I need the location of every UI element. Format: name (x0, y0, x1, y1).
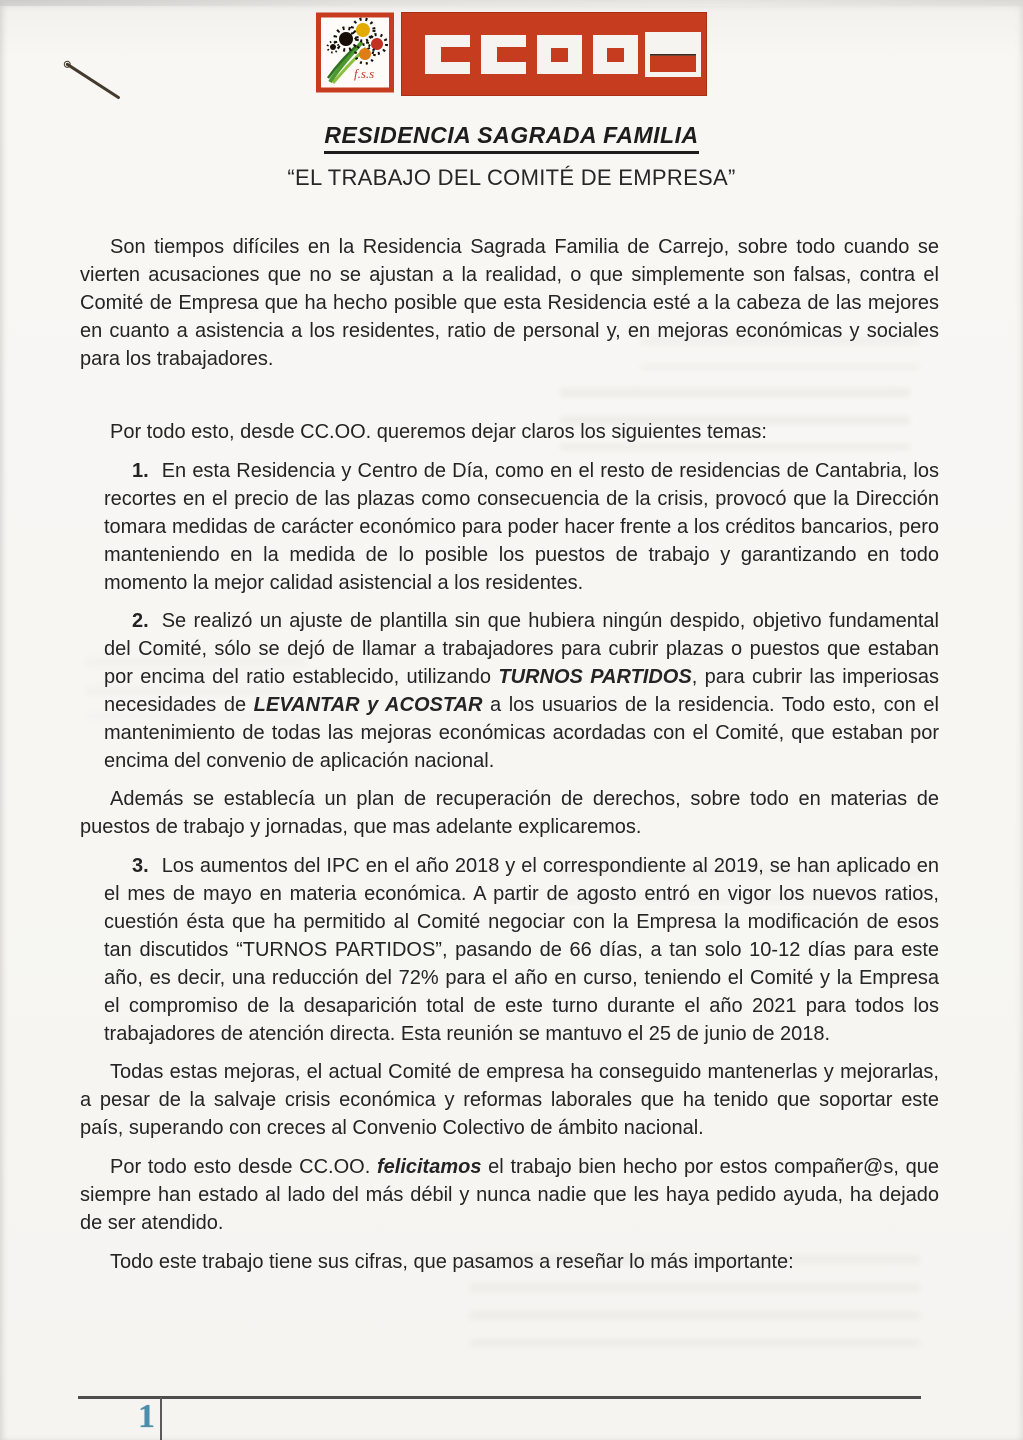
topics-lead-paragraph: Por todo esto, desde CC.OO. queremos dejar claros los siguientes temas: (110, 421, 767, 443)
congrats-text: Por todo esto desde CC.OO. (110, 1156, 377, 1178)
logo-header (0, 12, 1023, 96)
item-text: En esta Residencia y Centro de Día, como en el resto de residencias de Cantabria, los recortes en el precio de las plazas como consecuencia de la crisis, provocó que la Dirección tomara medidas de carácter económico para poder hacer frente a los créditos bancarios, pero manteniendo en la medida de lo posible los puestos de trabajo y garantizando en todo momento la mejor calidad asistencial a los residentes. (104, 460, 939, 594)
congrats-text: el trabajo bien hecho por estos compañer@s, que siempre han estado al lado del más débil y nunca nadie que les haya pedido ayuda, ha dejado de ser atendido. (80, 1156, 939, 1234)
item-text: , para cubrir las imperiosas necesidades de (104, 666, 940, 716)
list-item-2 (104, 607, 939, 775)
document-title: RESIDENCIA SAGRADA FAMILIA (0, 122, 1023, 154)
list-item-1 (104, 457, 939, 597)
document-body (80, 233, 939, 1287)
list-item-3 (104, 852, 939, 1048)
fss-flowers-icon (316, 12, 395, 94)
achievements-paragraph: Todas estas mejoras, el actual Comité de empresa ha conseguido mantenerlas y mejorarlas, a pesar de la salvaje crisis económica y reformas laborales que ha tenido que soportar este país, superando con creces al Convenio Colectivo de ámbito nacional. (80, 1061, 939, 1139)
document-subtitle: “EL TRABAJO DEL COMITÉ DE EMPRESA” (287, 165, 736, 190)
emphasis-felicitamos: felicitamos (376, 1156, 482, 1178)
footer-rule (78, 1396, 921, 1399)
emphasis-levantar-acostar: LEVANTAR y ACOSTAR (253, 694, 483, 716)
ccoo-flag-icon (645, 32, 701, 77)
figures-lead-paragraph: Todo este trabajo tiene sus cifras, que pasamos a reseñar lo más importante: (110, 1251, 794, 1273)
ccoo-logo (401, 12, 707, 96)
footer-corner-line (160, 1397, 162, 1440)
recovery-plan-paragraph: Además se establecía un plan de recuperación de derechos, sobre todo en materias de puestos de trabajo y jornadas, que mas adelante explicaremos. (80, 788, 939, 838)
item-number: 1. (132, 460, 149, 482)
emphasis-turnos-partidos: TURNOS PARTIDOS (498, 666, 692, 688)
item-text: Los aumentos del IPC en el año 2018 y el correspondiente al 2019, se han aplicado en el mes de mayo en materia económica. A partir de agosto entró en vigor los nuevos ratios, cuestión ésta que ha permitido al Comité negociar con la Empresa la modificación de esos tan discutidos “TURNOS PARTIDOS”, pasando de 66 días, a tan solo 10-12 días para este año, es decir, una reducción del 72% para el año en curso, teniendo el Comité y la Empresa el compromiso de la desaparición total de este turno durante el año 2021 para todos los trabajadores de atención directa. Esta reunión se mantuvo el 25 de junio de 2018. (104, 855, 939, 1045)
page-number: 1 (138, 1398, 155, 1435)
congrats-paragraph (80, 1153, 939, 1237)
item-number: 2. (132, 610, 149, 632)
intro-paragraph: Son tiempos difíciles en la Residencia Sagrada Familia de Carrejo, sobre todo cuando se vierten acusaciones que no se ajustan a la realidad, o que simplemente son falsas, contra el Comité de Empresa que ha hecho posible que esta Residencia esté a la cabeza de las mejores en cuanto a asistencia a los residentes, ratio de personal y, en mejoras económicas y sociales para los trabajadores. (80, 236, 939, 370)
item-text: a los usuarios de la residencia. Todo esto, con el mantenimiento de todas las mejoras económicas acordadas con el Comité, que estaban por encima del convenio de aplicación nacional. (104, 694, 939, 772)
item-number: 3. (132, 855, 149, 877)
item-text: Se realizó un ajuste de plantilla sin que hubiera ningún despido, objetivo fundamental del Comité, sólo se dejó de llamar a trabajadores para cubrir plazas o puestos que estaban por encima del ratio establecido, utilizando (104, 610, 939, 688)
scanner-edge-artifact (0, 0, 1023, 6)
fss-label: f.s.s (354, 66, 375, 81)
